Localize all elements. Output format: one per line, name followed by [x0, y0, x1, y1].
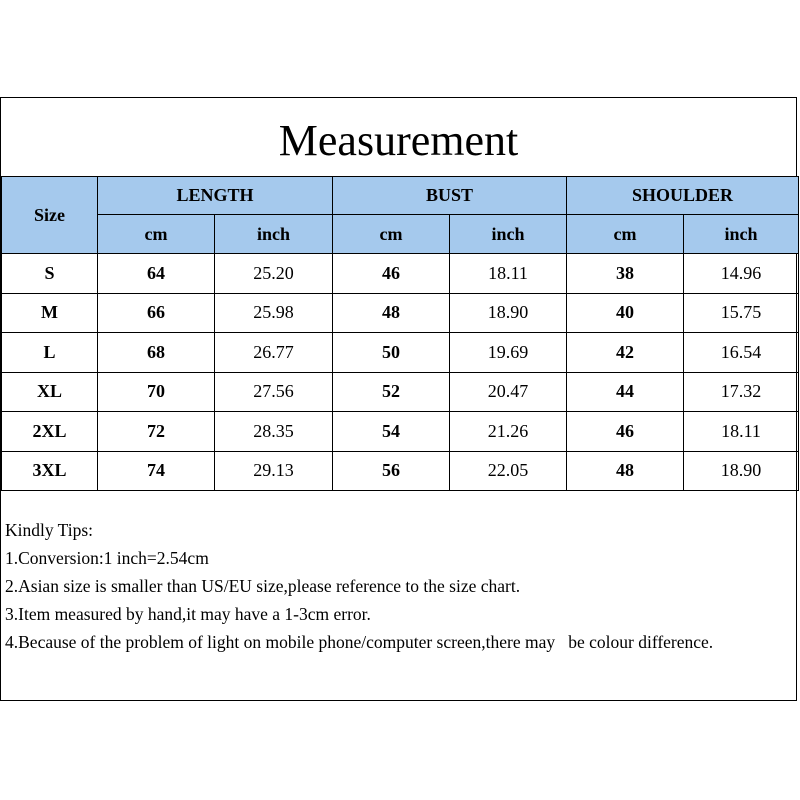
tip-item: 2.Asian size is smaller than US/EU size,please reference to the size chart. — [5, 576, 521, 596]
size-header: Size — [2, 177, 98, 254]
bust-cm-cell: 48 — [333, 293, 450, 333]
bust-inch-cell: 20.47 — [450, 372, 567, 412]
length-header: LENGTH — [98, 177, 333, 215]
bust-inch-cell: 19.69 — [450, 333, 567, 373]
size-cell: 2XL — [2, 412, 98, 452]
tip-item: 4.Because of the problem of light on mobile phone/computer screen,there may be colour difference. — [5, 632, 714, 652]
table-row — [2, 293, 799, 333]
table-row — [2, 372, 799, 412]
chart-title: Measurement — [278, 115, 519, 165]
unit-header: cm — [567, 215, 684, 254]
shoulder-inch-cell: 18.11 — [684, 412, 799, 452]
bust-cm-cell: 50 — [333, 333, 450, 373]
unit-header: inch — [684, 215, 799, 254]
length-inch-cell: 26.77 — [215, 333, 333, 373]
tip-item: 1.Conversion:1 inch=2.54cm — [5, 548, 209, 568]
kindly-tips — [5, 516, 785, 656]
tips-heading: Kindly Tips: — [5, 520, 94, 540]
shoulder-inch-cell: 15.75 — [684, 293, 799, 333]
header-row-groups — [2, 177, 799, 215]
table-row — [2, 412, 799, 452]
bust-inch-cell: 18.11 — [450, 254, 567, 294]
bust-cm-cell: 54 — [333, 412, 450, 452]
length-cm-cell: 68 — [98, 333, 215, 373]
bust-cm-cell: 46 — [333, 254, 450, 294]
unit-header: inch — [450, 215, 567, 254]
bust-inch-cell: 18.90 — [450, 293, 567, 333]
size-table — [1, 176, 799, 491]
shoulder-cm-cell: 44 — [567, 372, 684, 412]
size-cell: L — [2, 333, 98, 373]
shoulder-cm-cell: 46 — [567, 412, 684, 452]
length-cm-cell: 74 — [98, 451, 215, 491]
length-inch-cell: 29.13 — [215, 451, 333, 491]
shoulder-cm-cell: 38 — [567, 254, 684, 294]
bust-inch-cell: 21.26 — [450, 412, 567, 452]
measurement-chart — [0, 97, 797, 701]
unit-header: cm — [333, 215, 450, 254]
unit-header: cm — [98, 215, 215, 254]
tip-item: 3.Item measured by hand,it may have a 1-3cm error. — [5, 604, 371, 624]
size-cell: M — [2, 293, 98, 333]
size-cell: S — [2, 254, 98, 294]
length-inch-cell: 25.20 — [215, 254, 333, 294]
shoulder-inch-cell: 17.32 — [684, 372, 799, 412]
shoulder-inch-cell: 18.90 — [684, 451, 799, 491]
size-cell: XL — [2, 372, 98, 412]
header-row-units — [2, 215, 799, 254]
bust-inch-cell: 22.05 — [450, 451, 567, 491]
shoulder-inch-cell: 16.54 — [684, 333, 799, 373]
length-cm-cell: 70 — [98, 372, 215, 412]
length-inch-cell: 28.35 — [215, 412, 333, 452]
shoulder-cm-cell: 48 — [567, 451, 684, 491]
shoulder-cm-cell: 42 — [567, 333, 684, 373]
length-inch-cell: 25.98 — [215, 293, 333, 333]
length-cm-cell: 72 — [98, 412, 215, 452]
bust-cm-cell: 52 — [333, 372, 450, 412]
table-row — [2, 333, 799, 373]
size-cell: 3XL — [2, 451, 98, 491]
table-row — [2, 451, 799, 491]
unit-header: inch — [215, 215, 333, 254]
table-row — [2, 254, 799, 294]
length-inch-cell: 27.56 — [215, 372, 333, 412]
shoulder-header: SHOULDER — [567, 177, 799, 215]
bust-cm-cell: 56 — [333, 451, 450, 491]
shoulder-cm-cell: 40 — [567, 293, 684, 333]
bust-header: BUST — [333, 177, 567, 215]
length-cm-cell: 66 — [98, 293, 215, 333]
shoulder-inch-cell: 14.96 — [684, 254, 799, 294]
length-cm-cell: 64 — [98, 254, 215, 294]
